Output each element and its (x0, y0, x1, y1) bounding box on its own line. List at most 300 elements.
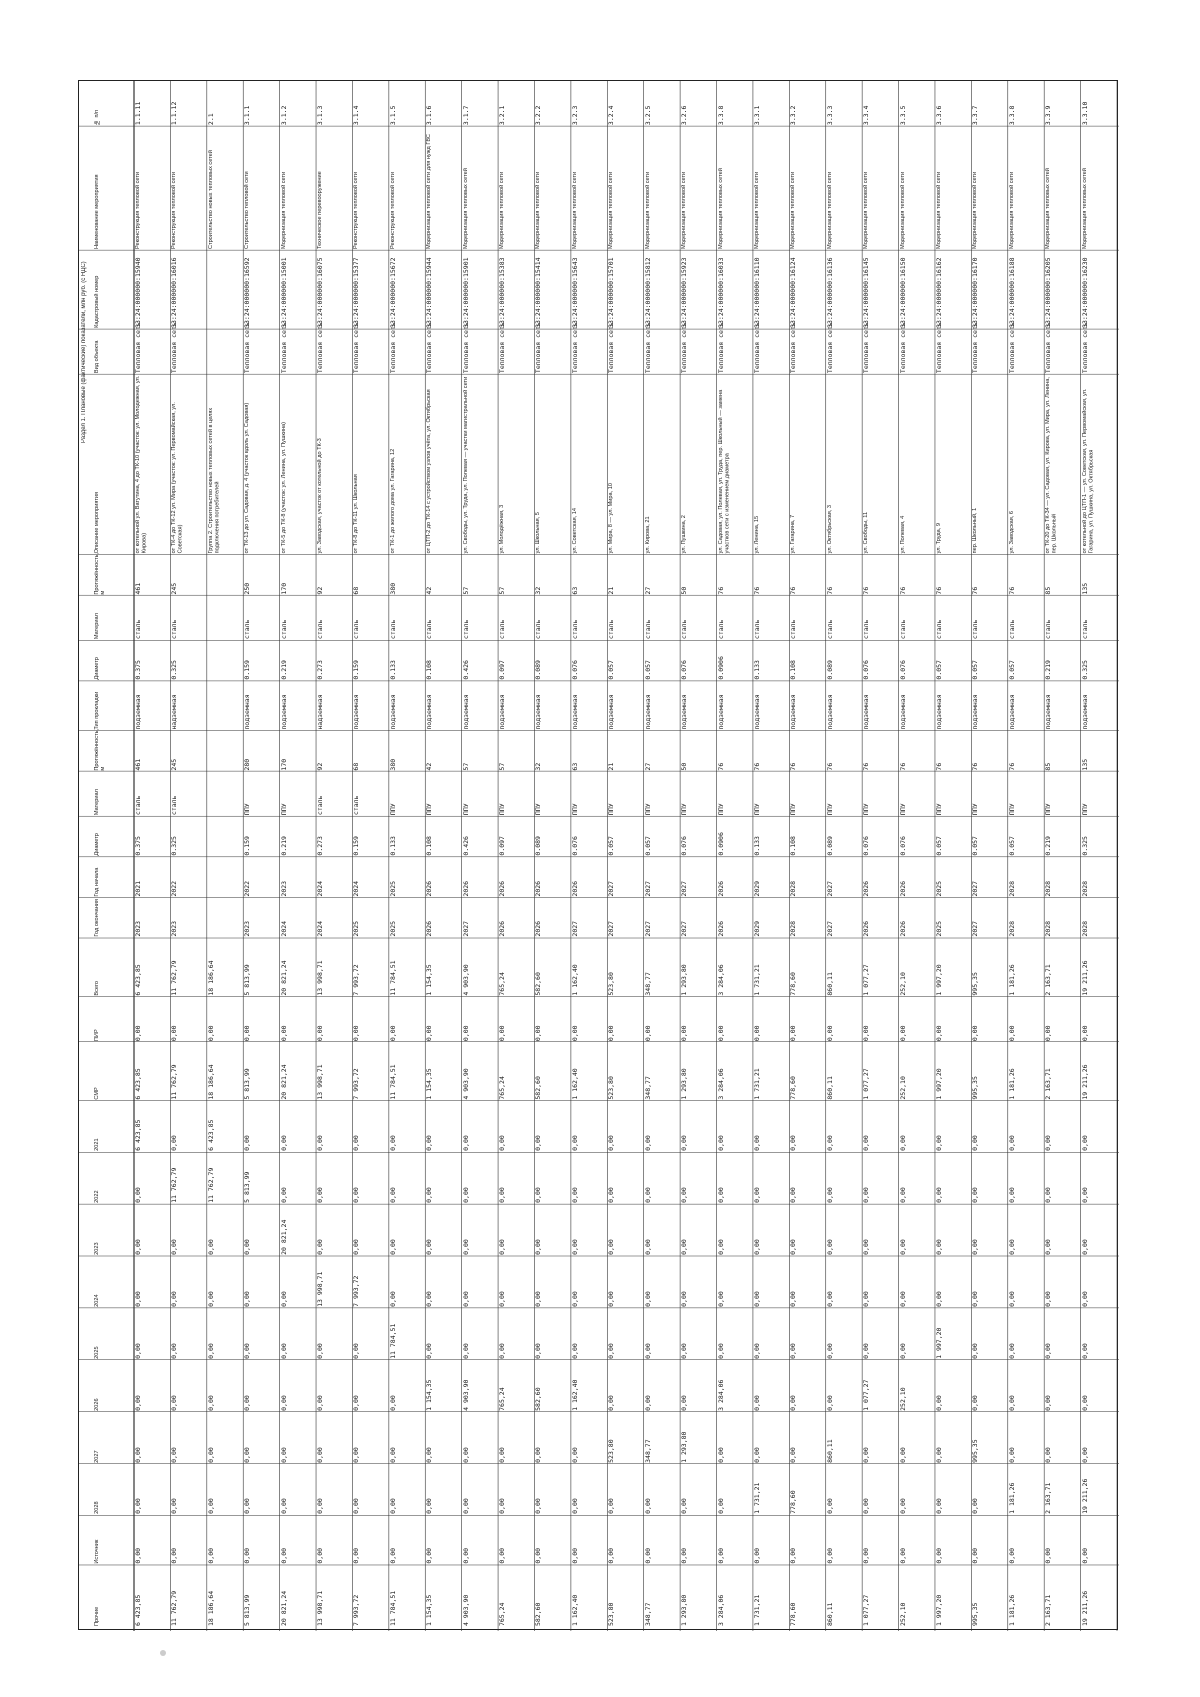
table-cell-d2: 0.076 (898, 836, 907, 856)
table-cell-id: 3.1.7 (461, 105, 470, 126)
table-cell-v21: 0,00 (607, 1135, 616, 1152)
table-cell-mat2: сталь (170, 795, 179, 816)
table-cell-v27: 1 293,80 (680, 1431, 689, 1463)
table-cell-d2: 0.0906 (716, 832, 725, 856)
table-cell-v25: 0,00 (243, 1343, 252, 1359)
table-cell-v24: 0,00 (862, 1291, 871, 1307)
table-cell-name: Модернизация тепловой сети (571, 171, 578, 250)
table-cell-y1: 2028 (1080, 880, 1089, 897)
table-cell-src: 0,00 (206, 1548, 215, 1564)
table-cell-v26: 0,00 (206, 1394, 215, 1411)
table-cell-v26: 0,00 (607, 1394, 616, 1411)
table-cell-type: Тепловая сеть (643, 322, 652, 374)
table-cell-v25: 0,00 (1007, 1343, 1016, 1359)
table-cell-y1: 2025 (934, 880, 943, 897)
table-cell-y1: 2028 (789, 880, 798, 897)
table-cell-type: Тепловая сеть (352, 322, 361, 374)
table-cell-mat2: сталь (134, 795, 142, 816)
table-cell-smr: 1 162,40 (570, 1068, 579, 1100)
table-cell-v25: 0,00 (825, 1343, 834, 1359)
table-cell-v27: 0,00 (316, 1446, 325, 1463)
table-cell-pir: 0,00 (789, 1025, 798, 1041)
table-cell-len: 68 (352, 586, 361, 595)
table-cell-len2: 461 (134, 758, 142, 771)
table-cell-id: 3.3.4 (862, 105, 871, 126)
column-header: Тип прокладки (94, 691, 100, 730)
table-cell-smr: 20 821,24 (279, 1064, 288, 1100)
table-cell-lay: подземная (498, 694, 507, 730)
table-cell-name: Реконструкция тепловой сети (135, 172, 141, 250)
table-cell-mat2: ППУ (498, 803, 507, 816)
table-cell-len: 76 (898, 586, 907, 595)
table-cell-name: Модернизация тепловых сетей (717, 168, 724, 250)
table-cell-v27: 0,00 (789, 1446, 798, 1463)
table-cell-desc: пер. Школьный, 1 (972, 507, 979, 554)
table-cell-v21: 0,00 (498, 1135, 507, 1152)
table-cell-v23: 0,00 (206, 1239, 215, 1255)
table-cell-d (208, 641, 242, 680)
table-cell-v28: 0,00 (643, 1498, 652, 1515)
column-header: 2028 (94, 1501, 100, 1515)
table-cell-total: 19 211,26 (1080, 960, 1089, 996)
table-cell-name: Модернизация тепловых сетей (462, 168, 469, 250)
table-cell-v28: 0,00 (898, 1498, 907, 1515)
table-cell-type: Тепловая сеть (1080, 322, 1089, 374)
table-cell-lay: подземная (607, 694, 616, 730)
table-cell-name: Реконструкция тепловой сети (171, 172, 178, 250)
table-cell-y2: 2023 (243, 921, 252, 937)
table-cell-v26: 1 154,35 (425, 1379, 434, 1411)
table-cell-desc: ул. Школьная, 5 (535, 512, 542, 554)
table-cell-len: 27 (643, 586, 652, 595)
table-cell-total: 4 903,90 (461, 964, 470, 996)
table-cell-desc: ул. Заводская, участок от котельной до ТК-3 (317, 438, 324, 554)
table-cell-y2: 2027 (680, 921, 689, 937)
table-cell-d2: 0.097 (498, 836, 507, 856)
table-cell-id: 3.1.4 (352, 105, 361, 126)
table-cell-v22: 0,00 (134, 1187, 142, 1204)
table-cell-v21: 0,00 (570, 1135, 579, 1152)
column-header: 2027 (94, 1450, 100, 1463)
table-cell-v27: 0,00 (206, 1446, 215, 1463)
table-cell-id: 3.3.6 (934, 105, 943, 126)
table-cell-lay: подземная (862, 694, 871, 730)
table-cell-smr: 765,24 (498, 1075, 507, 1100)
table-cell-y1: 2022 (170, 880, 179, 897)
table-cell-pir: 0,00 (1007, 1025, 1016, 1041)
table-cell-pir: 0,00 (934, 1025, 943, 1041)
column-header: 2022 (94, 1190, 100, 1204)
table-cell-mat: сталь (170, 619, 179, 640)
table-cell-lay: подземная (752, 694, 761, 730)
table-cell-y2: 2027 (607, 921, 616, 937)
column-header: Диаметр (94, 657, 100, 680)
table-cell-mat2: ППУ (388, 803, 397, 816)
table-cell-len: 85 (1044, 586, 1053, 595)
table-cell-v28: 0,00 (134, 1498, 142, 1515)
table-cell-y1 (208, 858, 242, 897)
table-cell-pir: 0,00 (643, 1025, 652, 1041)
table-cell-mat: сталь (316, 619, 325, 640)
table-cell-v21: 0,00 (789, 1135, 798, 1152)
table-cell-smr: 1 731,21 (752, 1068, 761, 1100)
table-cell-code: 33:24:000000:16170 (971, 257, 980, 329)
table-cell-v21: 6 423,85 (206, 1119, 215, 1152)
table-cell-d: 0.426 (461, 660, 470, 680)
table-cell-v23: 0,00 (388, 1239, 397, 1255)
table-cell-id: 3.3.8 (1007, 105, 1016, 126)
table-cell-pir: 0,00 (752, 1025, 761, 1041)
table-cell-y2: 2026 (534, 921, 543, 937)
column-header: Диаметр (94, 833, 100, 856)
table-cell-d: 0.133 (388, 660, 397, 680)
table-cell-v28: 0,00 (461, 1498, 470, 1515)
table-cell-d2: 0.089 (534, 836, 543, 856)
table-cell-v27: 0,00 (534, 1446, 543, 1463)
table-cell-name: Модернизация тепловой сети (681, 171, 688, 250)
table-cell-v22: 0,00 (316, 1187, 325, 1204)
table-cell-desc: ул. Молодёжная, 3 (499, 504, 506, 554)
table-cell-y2: 2027 (461, 921, 470, 937)
table-cell-code: 33:24:000000:16110 (752, 257, 761, 329)
table-cell-d: 0.089 (825, 660, 834, 680)
table-cell-pir: 0,00 (716, 1025, 725, 1041)
table-cell-desc: ул. Свободы, 11 (863, 512, 870, 554)
table-cell-len: 76 (862, 586, 871, 595)
table-cell-v27: 0,00 (898, 1446, 907, 1463)
table-cell-y1: 2026 (425, 880, 434, 897)
table-cell-total: 5 813,99 (243, 964, 252, 996)
table-cell-src: 0,00 (607, 1548, 616, 1564)
table-cell-total: 582,60 (534, 972, 543, 996)
table-cell-total: 18 186,64 (206, 960, 215, 996)
table-cell-d: 0.159 (243, 660, 252, 680)
table-cell-desc: ул. Советская, 14 (571, 508, 578, 554)
table-cell-src: 0,00 (570, 1548, 579, 1564)
table-cell-d2: 0.159 (243, 836, 252, 856)
table-cell-y2 (208, 898, 242, 937)
table-cell-pir: 0,00 (388, 1025, 397, 1041)
table-cell-y2: 2028 (789, 921, 798, 937)
table-cell-mat2: ППУ (461, 803, 470, 816)
column-header: 2026 (94, 1398, 100, 1411)
table-cell-oth: 1 077,27 (862, 1594, 871, 1626)
table-cell-name: Модернизация тепловых сетей (1045, 168, 1052, 250)
table-cell-v23: 0,00 (825, 1239, 834, 1255)
table-cell-name: Техническое перевооружение (317, 171, 324, 250)
table-cell-src: 0,00 (1007, 1548, 1016, 1564)
table-cell-smr: 11 784,51 (388, 1064, 397, 1100)
table-cell-name: Модернизация тепловых сетей (1081, 168, 1088, 250)
table-cell-mat: сталь (789, 619, 798, 640)
table-cell-v25: 0,00 (134, 1343, 142, 1359)
table-cell-y1: 2021 (134, 880, 142, 897)
table-cell-v24: 0,00 (825, 1291, 834, 1307)
table-cell-id: 3.2.4 (607, 105, 616, 126)
table-cell-v23: 0,00 (752, 1239, 761, 1255)
table-cell-smr: 4 903,90 (461, 1068, 470, 1100)
table-cell-smr: 6 423,85 (134, 1068, 142, 1100)
table-cell-v27: 0,00 (388, 1446, 397, 1463)
table-cell-total: 1 181,26 (1007, 964, 1016, 996)
table-cell-v21: 0,00 (461, 1135, 470, 1152)
table-cell-v22: 0,00 (971, 1187, 980, 1204)
table-cell-len: 76 (825, 586, 834, 595)
table-cell-mat2: ППУ (716, 803, 725, 816)
table-cell-v27: 0,00 (425, 1446, 434, 1463)
table-cell-src: 0,00 (789, 1548, 798, 1564)
table-cell-v24: 0,00 (1007, 1291, 1016, 1307)
column-header: Год окончания (94, 899, 100, 937)
table-cell-desc: от котельной ул. Ватутина, 4 до ТК-10 (участок: ул. Молодежная, ул. Кирова) (135, 375, 148, 554)
column-header: 2023 (94, 1242, 100, 1255)
table-cell-lay: подземная (643, 694, 652, 730)
table-cell-v26: 0,00 (752, 1394, 761, 1411)
table-cell-oth: 11 784,51 (388, 1590, 397, 1626)
table-cell-lay: подземная (388, 694, 397, 730)
table-cell-v25: 0,00 (534, 1343, 543, 1359)
table-cell-mat: сталь (498, 619, 507, 640)
table-cell-y1: 2027 (607, 880, 616, 897)
table-cell-len: 76 (934, 586, 943, 595)
table-cell-v23: 0,00 (134, 1239, 142, 1255)
table-cell-smr: 11 762,79 (170, 1064, 179, 1100)
table-cell-oth: 4 903,90 (461, 1594, 470, 1626)
table-cell-lay: подземная (825, 694, 834, 730)
table-cell-lay: надземная (316, 694, 325, 730)
table-cell-id: 1.1.12 (170, 101, 179, 126)
table-cell-mat: сталь (134, 619, 142, 640)
table-cell-mat: сталь (1044, 619, 1053, 640)
table-cell-smr: 1 077,27 (862, 1068, 871, 1100)
table-cell-len2: 170 (279, 758, 288, 771)
table-cell-d2: 0.057 (971, 836, 980, 856)
table-cell-oth: 1 997,20 (934, 1594, 943, 1626)
table-cell-v28: 1 181,26 (1007, 1483, 1016, 1515)
table-cell-v22: 0,00 (425, 1187, 434, 1204)
table-cell-pir: 0,00 (279, 1025, 288, 1041)
table-cell-type: Тепловая сеть (789, 322, 798, 374)
table-cell-lay: подземная (1044, 694, 1053, 730)
table-cell-v24: 0,00 (498, 1291, 507, 1307)
table-cell-oth: 1 154,35 (425, 1594, 434, 1626)
table-cell-len: 32 (534, 586, 543, 595)
table-cell-desc: от ТК-4 до ТК-12 ул. Мира (участок: ул. Первомайская, ул. Советская) (171, 402, 184, 554)
table-cell-len: 50 (680, 586, 689, 595)
table-cell-code: 33:24:000000:16162 (934, 257, 943, 329)
table-cell-id: 3.3.7 (971, 105, 980, 126)
table-cell-name: Модернизация тепловой сети (499, 171, 506, 250)
table-cell-v21: 0,00 (170, 1135, 179, 1152)
table-cell-lay: подземная (279, 694, 288, 730)
table-cell-v21: 0,00 (1080, 1135, 1089, 1152)
table-cell-smr: 1 181,26 (1007, 1068, 1016, 1100)
table-cell-d: 0.057 (1007, 660, 1016, 680)
table-cell-name: Модернизация тепловой сети (535, 171, 542, 250)
table-cell-d: 0.133 (752, 660, 761, 680)
table-cell-desc: ул. Заводская, 6 (1008, 511, 1015, 554)
table-cell-type: Тепловая сеть (862, 322, 871, 374)
table-cell-lay: подземная (534, 694, 543, 730)
table-cell-name: Модернизация тепловой сети (935, 171, 942, 250)
table-cell-y1: 2024 (316, 880, 325, 897)
table-cell-v28: 0,00 (934, 1498, 943, 1515)
table-cell-v24: 0,00 (170, 1291, 179, 1307)
table-cell-oth: 20 821,24 (279, 1590, 288, 1626)
table-cell-v21: 0,00 (680, 1135, 689, 1152)
table-cell-mat2: ППУ (534, 803, 543, 816)
table-cell-len: 76 (716, 586, 725, 595)
table-cell-type: Тепловая сеть (716, 322, 725, 374)
table-cell-len2: 380 (388, 758, 397, 771)
table-cell-v26: 0,00 (134, 1394, 142, 1411)
table-cell-len: 57 (498, 586, 507, 595)
table-cell-mat: сталь (534, 619, 543, 640)
table-cell-v24: 0,00 (534, 1291, 543, 1307)
table-cell-oth: 1 162,40 (570, 1594, 579, 1626)
table-cell-smr: 582,60 (534, 1075, 543, 1100)
table-cell-v27: 0,00 (134, 1446, 142, 1463)
table-cell-desc: ул. Пушкина, 2 (681, 515, 688, 554)
table-cell-v26: 0,00 (789, 1394, 798, 1411)
table-cell-v25: 0,00 (352, 1343, 361, 1359)
table-cell-v24: 13 998,71 (316, 1271, 325, 1307)
table-cell-mat (208, 596, 242, 639)
table-cell-id: 3.1.5 (388, 105, 397, 126)
table-cell-v25: 0,00 (716, 1343, 725, 1359)
table-cell-mat: сталь (643, 619, 652, 640)
table-cell-v27: 0,00 (1044, 1446, 1053, 1463)
table-cell-mat: сталь (825, 619, 834, 640)
table-cell-smr: 348,77 (643, 1075, 652, 1100)
table-cell-v25: 0,00 (206, 1343, 215, 1359)
table-cell-v21: 0,00 (352, 1135, 361, 1152)
table-cell-mat2: сталь (316, 795, 325, 816)
table-cell-v21: 0,00 (425, 1135, 434, 1152)
table-cell-total: 1 077,27 (862, 964, 871, 996)
table-cell-id: 3.3.1 (752, 105, 761, 126)
table-cell-type: Тепловая сеть (1007, 322, 1016, 374)
table-cell-src: 0,00 (680, 1548, 689, 1564)
table-cell-d2: 0.426 (461, 836, 470, 856)
table-cell-d: 0.097 (498, 660, 507, 680)
table-cell-mat2: ППУ (752, 803, 761, 816)
table-cell-d: 0.076 (570, 660, 579, 680)
table-cell-d2: 0.076 (862, 836, 871, 856)
table-cell-v22: 0,00 (716, 1187, 725, 1204)
table-cell-v24: 0,00 (279, 1291, 288, 1307)
table-cell-mat: сталь (279, 619, 288, 640)
table-cell-src: 0,00 (1044, 1548, 1053, 1564)
table-cell-code: 33:24:000000:16033 (716, 257, 725, 329)
table-cell-v22: 0,00 (279, 1187, 288, 1204)
table-cell-v22: 11 762,79 (170, 1167, 179, 1204)
table-cell-lay: подземная (1080, 694, 1089, 730)
table-cell-v21: 0,00 (1044, 1135, 1053, 1152)
table-cell-len2 (208, 732, 242, 771)
table-cell-len: 92 (316, 586, 325, 595)
table-cell-type (208, 330, 242, 373)
table-cell-smr: 3 284,06 (716, 1068, 725, 1100)
table-cell-d: 0.089 (534, 660, 543, 680)
table-cell-desc: ул. Гагарина, 7 (790, 515, 797, 554)
table-cell-v21: 0,00 (316, 1135, 325, 1152)
table-cell-y2: 2027 (643, 921, 652, 937)
table-cell-v24: 0,00 (243, 1291, 252, 1307)
table-cell-name: Модернизация тепловой сети для нужд ГВС (426, 134, 433, 250)
table-cell-v21: 0,00 (243, 1135, 252, 1152)
table-cell-v24: 7 993,72 (352, 1275, 361, 1307)
table-cell-y2: 2026 (898, 921, 907, 937)
table-cell-y1: 2027 (971, 880, 980, 897)
table-cell-lay: подземная (570, 694, 579, 730)
table-cell-mat: сталь (680, 619, 689, 640)
table-cell-v24: 0,00 (643, 1291, 652, 1307)
table-cell-name: Модернизация тепловой сети (1008, 171, 1015, 250)
table-cell-name: Модернизация тепловой сети (826, 171, 833, 250)
table-cell-code: 33:24:000000:15923 (680, 257, 689, 329)
column-header: 2025 (94, 1346, 100, 1359)
table-cell-mat2: ППУ (971, 803, 980, 816)
table-cell-lay: подземная (716, 694, 725, 730)
table-cell-v21: 0,00 (825, 1135, 834, 1152)
table-cell-v23: 0,00 (1044, 1239, 1053, 1255)
table-cell-len2: 57 (498, 762, 507, 771)
table-cell-d2: 0.076 (570, 836, 579, 856)
table-cell-len: 76 (1007, 586, 1016, 595)
table-cell-desc: ул. Ленина, 15 (753, 516, 760, 554)
table-cell-v23: 0,00 (570, 1239, 579, 1255)
table-cell-v27: 0,00 (934, 1446, 943, 1463)
table-cell-desc: от котельной до ЦТП-1 — ул. Советская, ул. Первомайская, ул. Гагарина, ул. Пушкина, ул. Октябрьская (1081, 388, 1094, 554)
table-cell-pir: 0,00 (352, 1025, 361, 1041)
table-cell-d: 0.076 (680, 660, 689, 680)
table-cell-type: Тепловая сеть (898, 322, 907, 374)
table-cell-v24: 0,00 (1080, 1291, 1089, 1307)
table-cell-code: 33:24:000000:16124 (789, 257, 798, 329)
table-cell-mat2: ППУ (570, 803, 579, 816)
table-cell-id: 3.2.3 (570, 105, 579, 126)
table-cell-pir: 0,00 (498, 1025, 507, 1041)
table-cell-mat2: ППУ (1007, 803, 1016, 816)
table-cell-v27: 0,00 (570, 1446, 579, 1463)
table-cell-v25: 0,00 (1044, 1343, 1053, 1359)
table-cell-code: 33:24:000000:15672 (388, 257, 397, 329)
table-cell-lay: подземная (352, 694, 361, 730)
table-cell-v25: 0,00 (680, 1343, 689, 1359)
table-cell-type: Тепловая сеть (825, 322, 834, 374)
table-cell-lay: подземная (898, 694, 907, 730)
table-cell-v25: 0,00 (898, 1343, 907, 1359)
table-cell-v22: 0,00 (643, 1187, 652, 1204)
table-cell-v27: 0,00 (170, 1446, 179, 1463)
table-cell-v22: 0,00 (461, 1187, 470, 1204)
table-cell-code: 33:24:000000:16016 (170, 257, 179, 329)
table-cell-v24: 0,00 (752, 1291, 761, 1307)
table-cell-v28: 2 163,71 (1044, 1483, 1053, 1515)
table-cell-smr: 995,35 (971, 1075, 980, 1100)
table-cell-d: 0.108 (789, 660, 798, 680)
table-cell-y1: 2026 (461, 880, 470, 897)
table-cell-len2: 50 (680, 762, 689, 771)
table-cell-mat2: ППУ (789, 803, 798, 816)
table-cell-total: 995,35 (971, 972, 980, 996)
table-cell-y1: 2024 (352, 880, 361, 897)
column-header: Всего (94, 980, 100, 996)
table-cell-desc: ул. Октябрьская, 3 (826, 505, 833, 554)
table-cell-d: 0.159 (352, 660, 361, 680)
table-cell-v27: 0,00 (752, 1446, 761, 1463)
